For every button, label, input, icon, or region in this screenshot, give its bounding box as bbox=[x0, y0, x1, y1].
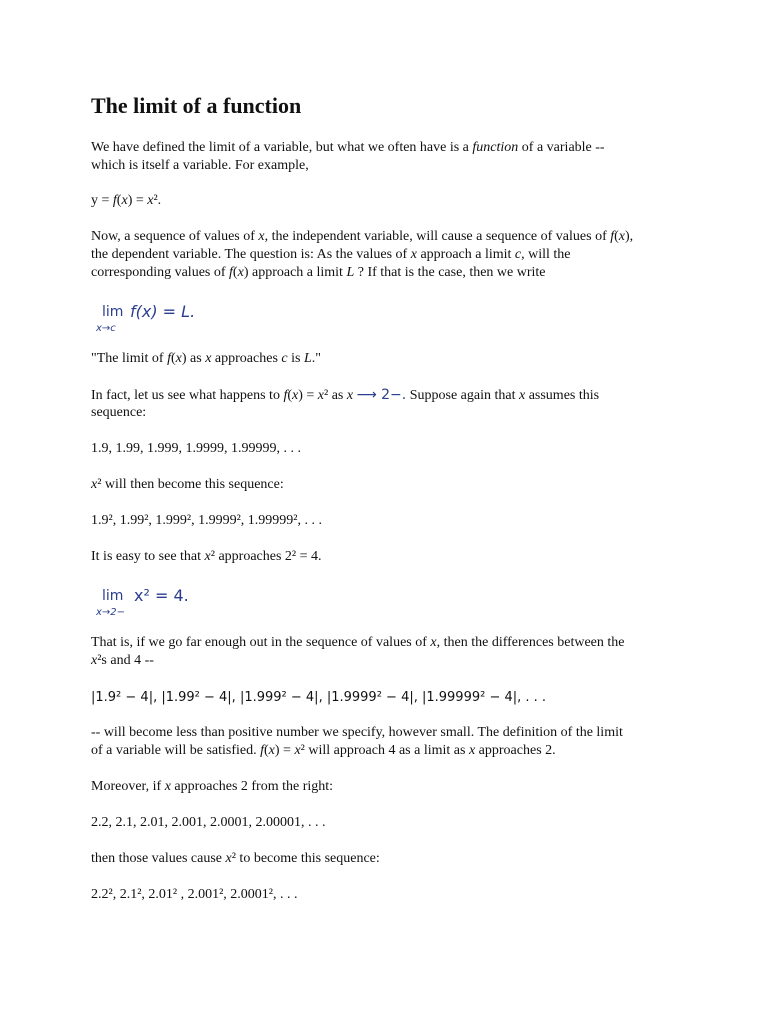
paragraph-sequence-line1: Now, a sequence of values of x, the independent variable, will cause a sequence of values of f(x), bbox=[91, 229, 634, 244]
limit-expression: f(x) = L. bbox=[130, 302, 196, 321]
paragraph-from-right: Moreover, if x approaches 2 from the right: bbox=[91, 779, 334, 794]
paragraph-square-right-intro: then those values cause x² to become this sequence: bbox=[91, 851, 380, 866]
paragraph-definition-line1: -- will become less than positive number we specify, however small. The definition of the limit bbox=[91, 725, 623, 740]
limit-operator: lim bbox=[102, 588, 124, 604]
example-equation: y = f(x) = x². bbox=[91, 193, 162, 208]
limit-subscript: x→c bbox=[96, 323, 116, 334]
paragraph-example-line2: sequence: bbox=[91, 405, 147, 420]
paragraph-differences-line2: x²s and 4 -- bbox=[91, 653, 154, 668]
sequence-x-left: 1.9, 1.99, 1.999, 1.9999, 1.99999, . . . bbox=[91, 441, 301, 456]
paragraph-intro-line2: which is itself a variable. For example, bbox=[91, 158, 309, 173]
limit-subscript: x→2− bbox=[96, 607, 126, 618]
paragraph-sequence-line3: corresponding values of f(x) approach a limit L ? If that is the case, then we write bbox=[91, 265, 546, 280]
sequence-absolute-differences: |1.9² − 4|, |1.99² − 4|, |1.999² − 4|, |1.9999² − 4|, |1.99999² − 4|, . . . bbox=[91, 690, 547, 705]
paragraph-example-line1: In fact, let us see what happens to f(x) = x² as x ⟶ 2−. Suppose again that x assumes this bbox=[91, 387, 600, 403]
page-title: The limit of a function bbox=[91, 93, 302, 118]
limit-operator: lim bbox=[102, 304, 124, 320]
limit-expression: x² = 4. bbox=[134, 586, 189, 605]
sequence-x-squared-right: 2.2², 2.1², 2.01² , 2.001², 2.0001², . . . bbox=[91, 887, 298, 902]
paragraph-approaches-4: It is easy to see that x² approaches 2² = 4. bbox=[91, 549, 322, 564]
sequence-x-right: 2.2, 2.1, 2.01, 2.001, 2.0001, 2.00001, . . . bbox=[91, 815, 326, 830]
paragraph-square-intro: x² will then become this sequence: bbox=[91, 477, 284, 492]
sequence-x-squared-left: 1.9², 1.99², 1.999², 1.9999², 1.99999², . . . bbox=[91, 513, 322, 528]
paragraph-differences-line1: That is, if we go far enough out in the sequence of values of x, then the differences between the bbox=[91, 635, 625, 650]
paragraph-definition-line2: of a variable will be satisfied. f(x) = x² will approach 4 as a limit as x approaches 2. bbox=[91, 743, 556, 758]
paragraph-intro-line1: We have defined the limit of a variable, but what we often have is a function of a variable -- bbox=[91, 140, 605, 155]
limit-reading: "The limit of f(x) as x approaches c is L." bbox=[91, 351, 321, 366]
paragraph-sequence-line2: the dependent variable. The question is: As the values of x approach a limit c, will the bbox=[91, 247, 571, 262]
